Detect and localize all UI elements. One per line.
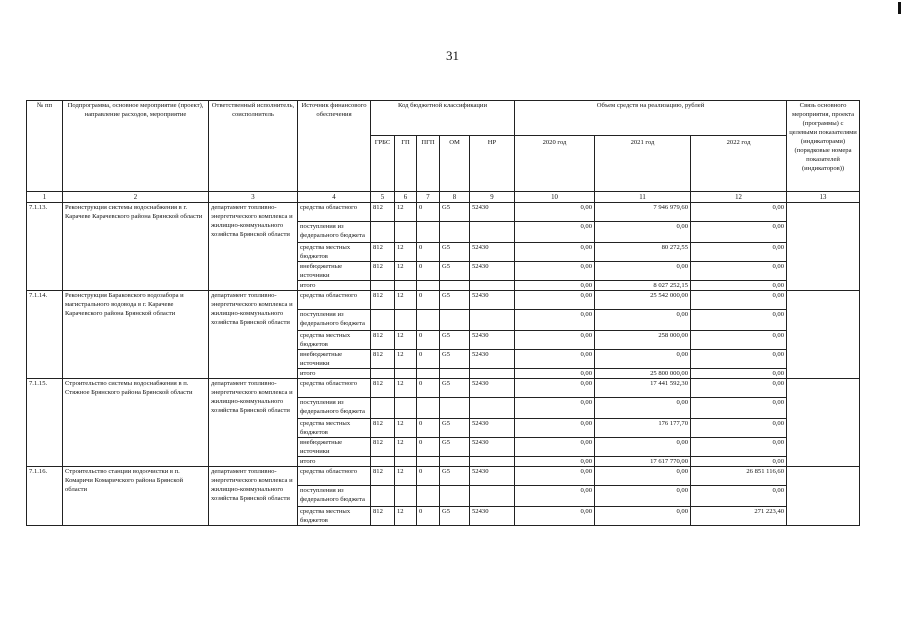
header-link-indicators: Связь основного мероприятия, проекта (программы) с целевыми показателями (индикаторами) (порядковые номера показателей (индикаторов)): [787, 101, 860, 192]
amount-y2021: 0,00: [595, 310, 691, 331]
code-om: G5: [440, 291, 470, 310]
amount-y2020: 0,00: [515, 243, 595, 262]
header-num: № пп: [27, 101, 63, 192]
funding-source: поступления из федерального бюджета: [298, 222, 371, 243]
amount-y2022: 0,00: [691, 486, 787, 507]
header-grbs: ГРБС: [371, 136, 395, 192]
funding-source: внебюджетные источники: [298, 350, 371, 369]
amount-y2021: 0,00: [595, 398, 691, 419]
indicator-link: [787, 291, 860, 379]
indicator-link: [787, 379, 860, 467]
amount-y2022: 0,00: [691, 281, 787, 291]
amount-y2021: 0,00: [595, 507, 691, 526]
code-om: [440, 457, 470, 467]
code-np: [470, 457, 515, 467]
code-pgp: 0: [417, 331, 440, 350]
code-np: [470, 486, 515, 507]
code-gp: 12: [395, 331, 417, 350]
amount-y2020: 0,00: [515, 331, 595, 350]
amount-y2020: 0,00: [515, 291, 595, 310]
column-number: 11: [595, 192, 691, 203]
amount-y2022: 0,00: [691, 379, 787, 398]
header-np: НР: [470, 136, 515, 192]
code-pgp: 0: [417, 291, 440, 310]
activity-name: Строительство системы водоснабжения в п. Стяжное Брянского района Брянской области: [63, 379, 209, 467]
row-number: 7.1.14.: [27, 291, 63, 379]
amount-y2020: 0,00: [515, 457, 595, 467]
table-row: [27, 291, 860, 310]
code-grbs: [371, 398, 395, 419]
funding-source: средства областного: [298, 467, 371, 486]
amount-y2020: 0,00: [515, 262, 595, 281]
code-gp: [395, 222, 417, 243]
amount-y2021: 7 946 979,60: [595, 203, 691, 222]
amount-y2022: 0,00: [691, 222, 787, 243]
amount-y2020: 0,00: [515, 467, 595, 486]
amount-y2021: 176 177,70: [595, 419, 691, 438]
column-number: 1: [27, 192, 63, 203]
code-grbs: [371, 457, 395, 467]
code-pgp: [417, 457, 440, 467]
code-np: [470, 398, 515, 419]
funding-source: средства местных бюджетов: [298, 419, 371, 438]
code-pgp: 0: [417, 467, 440, 486]
code-np: 52430: [470, 438, 515, 457]
amount-y2020: 0,00: [515, 310, 595, 331]
amount-y2021: 80 272,55: [595, 243, 691, 262]
amount-y2021: 25 800 000,00: [595, 369, 691, 379]
code-gp: 12: [395, 262, 417, 281]
code-om: [440, 398, 470, 419]
code-grbs: 812: [371, 419, 395, 438]
column-number: 4: [298, 192, 371, 203]
code-np: 52430: [470, 243, 515, 262]
code-pgp: [417, 222, 440, 243]
amount-y2020: 0,00: [515, 507, 595, 526]
code-gp: [395, 486, 417, 507]
amount-y2021: 258 000,00: [595, 331, 691, 350]
column-number: 3: [209, 192, 298, 203]
code-pgp: 0: [417, 419, 440, 438]
code-np: [470, 310, 515, 331]
funding-source: внебюджетные источники: [298, 438, 371, 457]
code-gp: 12: [395, 243, 417, 262]
code-om: G5: [440, 243, 470, 262]
code-gp: 12: [395, 438, 417, 457]
column-number: 5: [371, 192, 395, 203]
header-budget-code: Код бюджетной классификации: [371, 101, 515, 136]
amount-y2020: 0,00: [515, 281, 595, 291]
code-grbs: 812: [371, 243, 395, 262]
code-pgp: [417, 281, 440, 291]
code-gp: 12: [395, 350, 417, 369]
row-number: 7.1.13.: [27, 203, 63, 291]
code-om: [440, 369, 470, 379]
code-gp: [395, 281, 417, 291]
funding-source: средства местных бюджетов: [298, 243, 371, 262]
amount-y2020: 0,00: [515, 398, 595, 419]
code-om: G5: [440, 262, 470, 281]
code-gp: [395, 369, 417, 379]
column-number: 7: [417, 192, 440, 203]
header-gp: ГП: [395, 136, 417, 192]
table-row: [27, 379, 860, 398]
amount-y2020: 0,00: [515, 203, 595, 222]
code-np: [470, 281, 515, 291]
code-np: 52430: [470, 419, 515, 438]
code-gp: 12: [395, 467, 417, 486]
amount-y2022: 0,00: [691, 350, 787, 369]
amount-y2020: 0,00: [515, 379, 595, 398]
budget-table: [26, 100, 860, 526]
amount-y2020: 0,00: [515, 369, 595, 379]
header-executor: Ответственный исполнитель, соисполнитель: [209, 101, 298, 192]
amount-y2021: 17 617 770,00: [595, 457, 691, 467]
column-number: 9: [470, 192, 515, 203]
funding-source: поступления из федерального бюджета: [298, 486, 371, 507]
column-number: 10: [515, 192, 595, 203]
code-np: 52430: [470, 262, 515, 281]
code-pgp: 0: [417, 507, 440, 526]
code-om: G5: [440, 507, 470, 526]
code-pgp: [417, 310, 440, 331]
amount-y2022: 0,00: [691, 291, 787, 310]
amount-y2022: 0,00: [691, 203, 787, 222]
amount-y2021: 0,00: [595, 222, 691, 243]
indicator-link: [787, 467, 860, 526]
amount-y2022: 26 851 116,60: [691, 467, 787, 486]
amount-y2020: 0,00: [515, 350, 595, 369]
amount-y2022: 0,00: [691, 398, 787, 419]
amount-y2022: 0,00: [691, 243, 787, 262]
activity-name: Реконструкция системы водоснабжения в г. Карачеве Карачевского района Брянской области: [63, 203, 209, 291]
column-number: 13: [787, 192, 860, 203]
responsible-executor: департамент топливно-энергетического комплекса и жилищно-коммунального хозяйства Брянской области: [209, 379, 298, 467]
amount-y2021: 0,00: [595, 262, 691, 281]
amount-y2021: 25 542 000,00: [595, 291, 691, 310]
funding-source: средства местных бюджетов: [298, 507, 371, 526]
code-om: G5: [440, 438, 470, 457]
code-np: 52430: [470, 350, 515, 369]
header-subprogram: Подпрограмма, основное мероприятие (проект), направление расходов, мероприятие: [63, 101, 209, 192]
code-gp: [395, 398, 417, 419]
amount-y2022: 0,00: [691, 262, 787, 281]
row-number: 7.1.16.: [27, 467, 63, 526]
column-number: 8: [440, 192, 470, 203]
code-gp: [395, 457, 417, 467]
funding-source: средства областного: [298, 203, 371, 222]
code-gp: 12: [395, 419, 417, 438]
code-np: [470, 369, 515, 379]
column-numbers-row: [27, 192, 860, 203]
code-np: 52430: [470, 291, 515, 310]
funding-source: средства местных бюджетов: [298, 331, 371, 350]
code-om: G5: [440, 350, 470, 369]
code-pgp: 0: [417, 243, 440, 262]
code-pgp: [417, 369, 440, 379]
amount-y2022: 0,00: [691, 438, 787, 457]
responsible-executor: департамент топливно-энергетического комплекса и жилищно-коммунального хозяйства Брянской области: [209, 291, 298, 379]
amount-y2021: 8 027 252,15: [595, 281, 691, 291]
code-gp: 12: [395, 291, 417, 310]
amount-y2022: 0,00: [691, 369, 787, 379]
indicator-link: [787, 203, 860, 291]
funding-source: средства областного: [298, 379, 371, 398]
page-number: 31: [446, 48, 459, 63]
code-gp: 12: [395, 507, 417, 526]
amount-y2020: 0,00: [515, 438, 595, 457]
amount-y2020: 0,00: [515, 486, 595, 507]
header-source: Источник финансового обеспечения: [298, 101, 371, 192]
amount-y2021: 0,00: [595, 350, 691, 369]
code-grbs: 812: [371, 507, 395, 526]
page-edge-mark: [898, 2, 901, 14]
code-om: [440, 222, 470, 243]
header-year-2021: 2021 год: [595, 136, 691, 192]
code-grbs: 812: [371, 291, 395, 310]
code-grbs: [371, 281, 395, 291]
table-row: [27, 203, 860, 222]
code-grbs: [371, 222, 395, 243]
code-gp: 12: [395, 379, 417, 398]
code-grbs: [371, 310, 395, 331]
table-row: [27, 467, 860, 486]
header-volumes: Объем средств на реализацию, рублей: [515, 101, 787, 136]
code-om: [440, 486, 470, 507]
amount-y2022: 0,00: [691, 331, 787, 350]
amount-y2021: 0,00: [595, 438, 691, 457]
activity-name: Строительство станции водоочистки в п. Комаричи Комаричского района Брянской области: [63, 467, 209, 526]
amount-y2021: 0,00: [595, 467, 691, 486]
amount-y2022: 0,00: [691, 457, 787, 467]
code-np: 52430: [470, 379, 515, 398]
code-np: [470, 222, 515, 243]
code-gp: [395, 310, 417, 331]
code-gp: 12: [395, 203, 417, 222]
table-body: [27, 203, 860, 526]
amount-y2020: 0,00: [515, 419, 595, 438]
amount-y2022: 271 223,40: [691, 507, 787, 526]
column-number: 12: [691, 192, 787, 203]
code-np: 52430: [470, 467, 515, 486]
code-grbs: 812: [371, 331, 395, 350]
funding-source: поступления из федерального бюджета: [298, 398, 371, 419]
code-np: 52430: [470, 203, 515, 222]
responsible-executor: департамент топливно-энергетического комплекса и жилищно-коммунального хозяйства Брянской области: [209, 467, 298, 526]
funding-source: итого: [298, 369, 371, 379]
funding-source: итого: [298, 281, 371, 291]
funding-source: средства областного: [298, 291, 371, 310]
amount-y2021: 17 441 592,30: [595, 379, 691, 398]
code-om: [440, 310, 470, 331]
column-number: 6: [395, 192, 417, 203]
code-grbs: 812: [371, 350, 395, 369]
header-year-2022: 2022 год: [691, 136, 787, 192]
code-pgp: 0: [417, 438, 440, 457]
responsible-executor: департамент топливно-энергетического комплекса и жилищно-коммунального хозяйства Брянской области: [209, 203, 298, 291]
code-om: G5: [440, 331, 470, 350]
activity-name: Реконструкция Бараковского водозабора и магистрального водовода в г. Карачеве Карачевского района Брянской области: [63, 291, 209, 379]
column-number: 2: [63, 192, 209, 203]
row-number: 7.1.15.: [27, 379, 63, 467]
code-grbs: 812: [371, 379, 395, 398]
header-year-2020: 2020 год: [515, 136, 595, 192]
code-grbs: 812: [371, 467, 395, 486]
funding-source: поступления из федерального бюджета: [298, 310, 371, 331]
code-grbs: 812: [371, 262, 395, 281]
code-om: [440, 281, 470, 291]
amount-y2022: 0,00: [691, 419, 787, 438]
code-grbs: 812: [371, 438, 395, 457]
code-om: G5: [440, 203, 470, 222]
code-pgp: 0: [417, 379, 440, 398]
header-pgp: ПГП: [417, 136, 440, 192]
code-grbs: 812: [371, 203, 395, 222]
code-grbs: [371, 486, 395, 507]
code-np: 52430: [470, 331, 515, 350]
code-pgp: 0: [417, 262, 440, 281]
header-om: ОМ: [440, 136, 470, 192]
code-om: G5: [440, 419, 470, 438]
code-pgp: [417, 486, 440, 507]
amount-y2022: 0,00: [691, 310, 787, 331]
amount-y2020: 0,00: [515, 222, 595, 243]
amount-y2021: 0,00: [595, 486, 691, 507]
code-grbs: [371, 369, 395, 379]
code-pgp: 0: [417, 350, 440, 369]
funding-source: итого: [298, 457, 371, 467]
code-np: 52430: [470, 507, 515, 526]
code-pgp: 0: [417, 203, 440, 222]
code-om: G5: [440, 379, 470, 398]
funding-source: внебюджетные источники: [298, 262, 371, 281]
code-om: G5: [440, 467, 470, 486]
code-pgp: [417, 398, 440, 419]
